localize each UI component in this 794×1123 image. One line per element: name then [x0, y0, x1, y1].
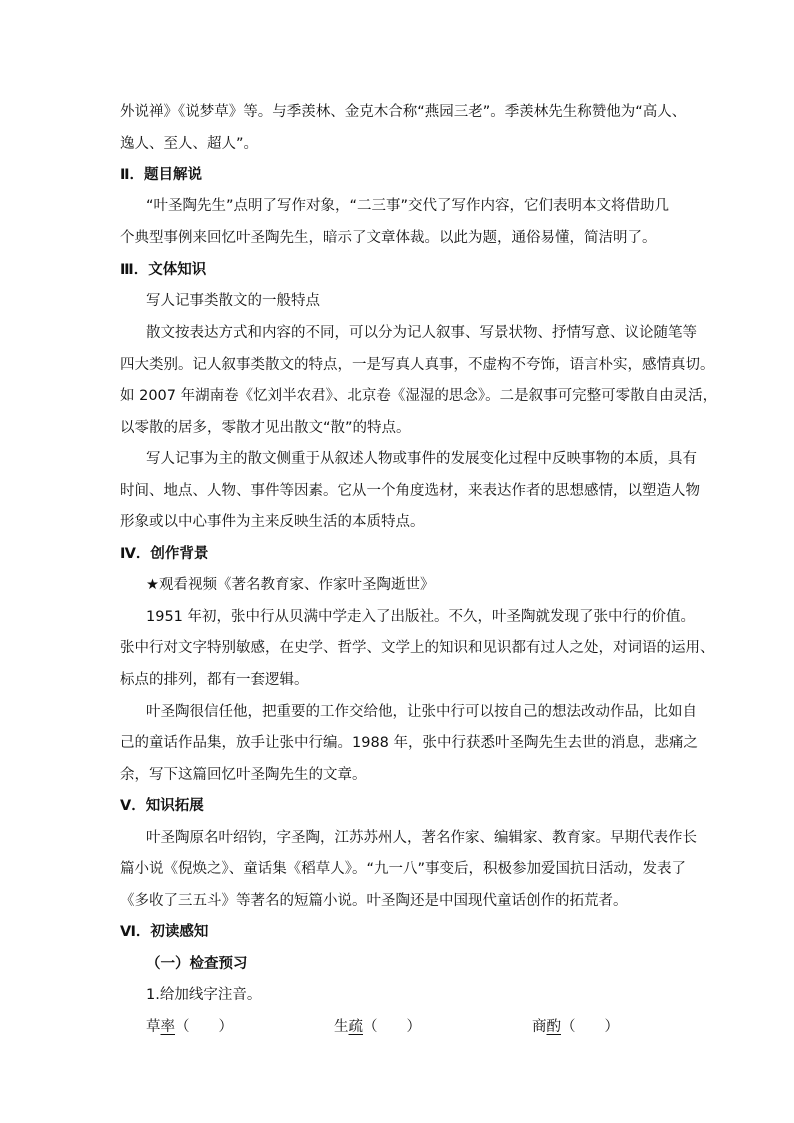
background-p1-line-3: 标点的排列，都有一套逻辑。	[120, 672, 309, 688]
genre-p1-line-4: 以零散的居多，零散才见出散文“散”的特点。	[120, 420, 411, 436]
section-heading-first-reading: Ⅵ．初读感知	[120, 924, 209, 940]
question-1: 1.给加线字注音。	[146, 987, 262, 1003]
sub-heading-preview-check: （一）检查预习	[146, 956, 248, 972]
background-p2-line-2: 己的童话作品集，放手让张中行编。1988 年，张中行获悉叶圣陶先生去世的消息，悲痛之	[120, 735, 699, 751]
genre-p1-line-1: 散文按表达方式和内容的不同，可以分为记人叙事、写景状物、抒情写意、议论随笔等	[146, 325, 697, 341]
answer-blank[interactable]: （ ）	[561, 1019, 619, 1035]
pinyin-item	[146, 1017, 233, 1037]
expansion-line-1: 叶圣陶原名叶绍钧，字圣陶，江苏苏州人，著名作家、编辑家、教育家。早期代表作长	[146, 830, 697, 846]
intro-line-1: 外说禅》《说梦草》等。与季羡林、金克木合称“燕园三老”。季羡林先生称赞他为“高人、	[120, 104, 687, 120]
genre-p1-line-2: 四大类别。记人叙事类散文的特点，一是写真人真事，不虚构不夸饰，语言朴实，感情真切。	[120, 357, 715, 373]
background-p2-line-1: 叶圣陶很信任他，把重要的工作交给他，让张中行可以按自己的想法改动作品，比如自	[146, 704, 697, 720]
background-p1-line-1: 1951 年初，张中行从贝满中学走入了出版社。不久，叶圣陶就发现了张中行的价值。	[146, 609, 696, 625]
pinyin-item	[334, 1017, 421, 1037]
genre-subtitle: 写人记事类散文的一般特点	[146, 293, 320, 309]
background-p2-line-3: 余，写下这篇回忆叶圣陶先生的文章。	[120, 767, 367, 783]
background-p1-line-2: 张中行对文字特别敏感，在史学、哲学、文学上的知识和见识都有过人之处，对词语的运用、	[120, 640, 715, 656]
pinyin-word-prefix: 草	[146, 1019, 161, 1035]
pinyin-item	[532, 1017, 619, 1037]
answer-blank[interactable]: （ ）	[363, 1019, 421, 1035]
underlined-character: 疏	[348, 1019, 363, 1035]
title-explanation-line-1: “叶圣陶先生”点明了写作对象，“二三事”交代了写作内容，它们表明本文将借助几	[146, 198, 670, 214]
section-heading-background: Ⅳ．创作背景	[120, 546, 209, 562]
genre-p1-line-3: 如 2007 年湖南卷《忆刘半农君》、北京卷《湿湿的思念》。二是叙事可完整可零散自由灵活，	[120, 388, 718, 404]
intro-line-2: 逸人、至人、超人”。	[120, 136, 259, 152]
video-note: ★观看视频《著名教育家、作家叶圣陶逝世》	[146, 577, 435, 593]
section-heading-knowledge-expansion: Ⅴ．知识拓展	[120, 798, 204, 814]
section-heading-title-explanation: Ⅱ．题目解说	[120, 167, 203, 183]
expansion-line-3: 《多收了三五斗》等著名的短篇小说。叶圣陶还是中国现代童话创作的拓荒者。	[120, 893, 628, 909]
underlined-character: 率	[160, 1019, 175, 1035]
genre-p2-line-2: 时间、地点、人物、事件等因素。它从一个角度选材，来表达作者的思想感情，以塑造人物	[120, 483, 700, 499]
underlined-character: 酌	[546, 1019, 561, 1035]
pinyin-word-prefix: 商	[532, 1019, 547, 1035]
genre-p2-line-3: 形象或以中心事件为主来反映生活的本质特点。	[120, 514, 425, 530]
genre-p2-line-1: 写人记事为主的散文侧重于从叙述人物或事件的发展变化过程中反映事物的本质，具有	[146, 451, 697, 467]
answer-blank[interactable]: （ ）	[175, 1019, 233, 1035]
pinyin-word-prefix: 生	[334, 1019, 349, 1035]
section-heading-genre-knowledge: Ⅲ．文体知识	[120, 262, 207, 278]
title-explanation-line-2: 个典型事例来回忆叶圣陶先生，暗示了文章体裁。以此为题，通俗易懂，简洁明了。	[120, 230, 657, 246]
expansion-line-2: 篇小说《倪焕之》、童话集《稻草人》。“九一八”事变后，积极参加爱国抗日活动，发表了	[120, 861, 687, 877]
